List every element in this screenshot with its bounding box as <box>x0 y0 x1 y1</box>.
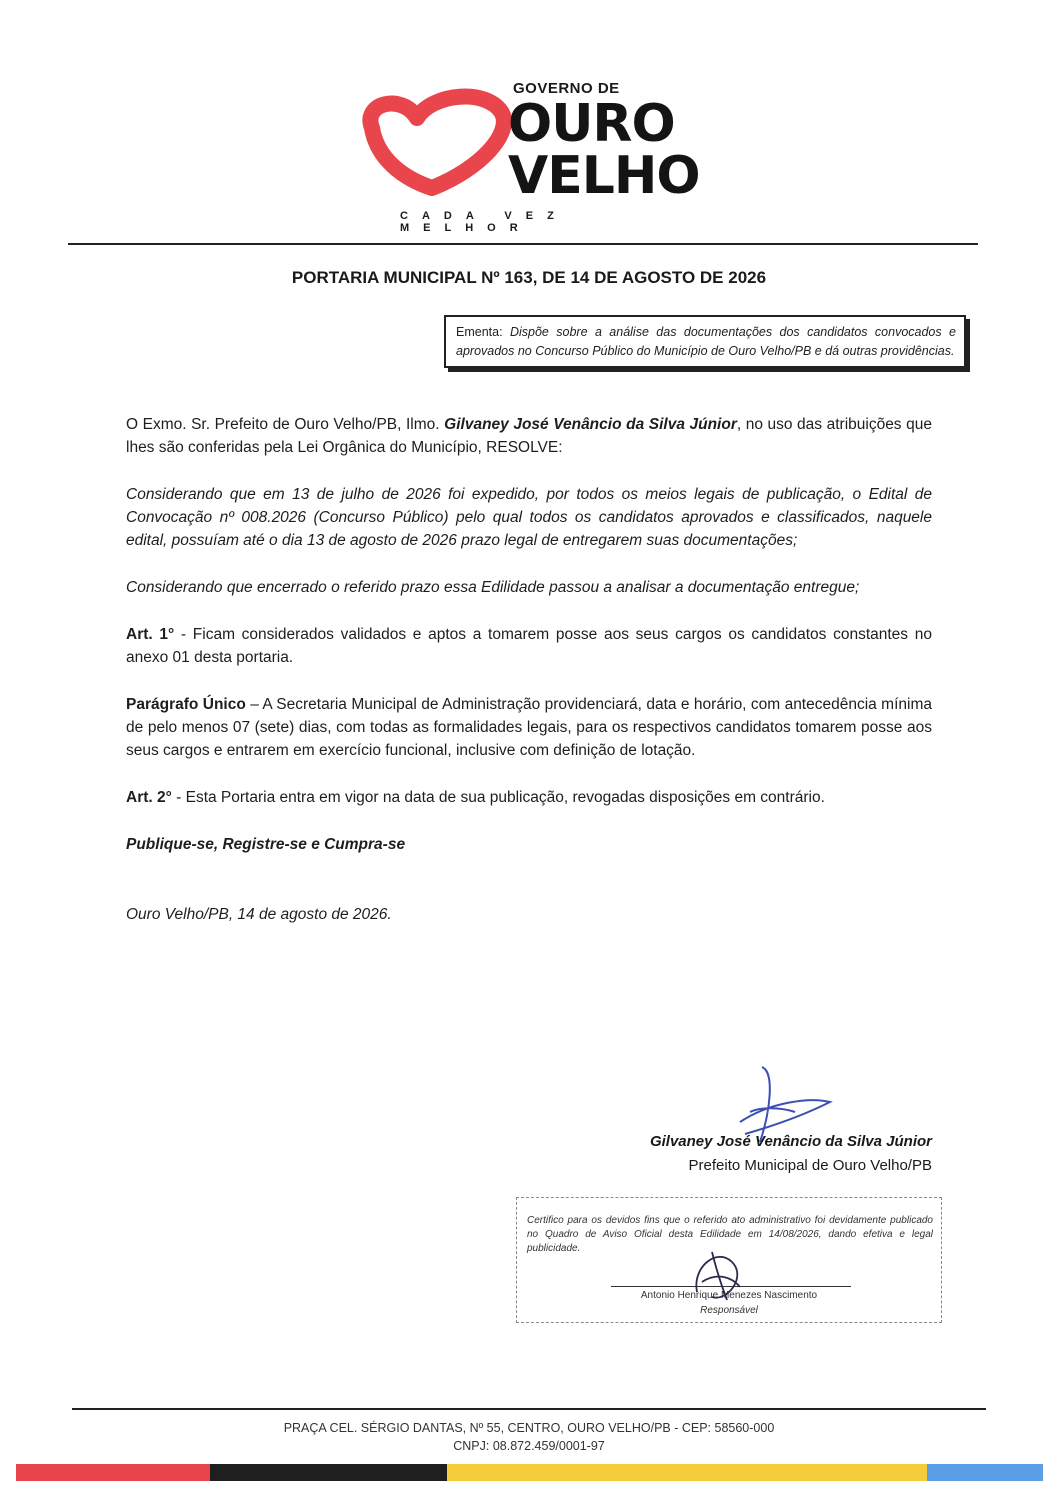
footer-address: PRAÇA CEL. SÉRGIO DANTAS, Nº 55, CENTRO, OURO VELHO/PB - CEP: 58560-000 <box>283 1421 775 1435</box>
heart-logo-icon <box>362 88 512 198</box>
footer-cnpj: CNPJ: 08.872.459/0001-97 <box>453 1439 605 1453</box>
article-2-label: Art. 2° <box>126 789 172 806</box>
intro-pre: O Exmo. Sr. Prefeito de Ouro Velho/PB, Ilmo. <box>126 416 440 433</box>
footer-stripe-yellow <box>447 1464 927 1481</box>
certificate-responsible-role: Responsável <box>700 1305 758 1316</box>
ementa-label: Ementa: <box>456 325 503 339</box>
responsible-signature-icon <box>682 1242 752 1312</box>
municipal-logo <box>362 70 702 235</box>
document-title: PORTARIA MUNICIPAL Nº 163, DE 14 DE AGOSTO DE 2026 <box>291 268 767 287</box>
mayor-role: Prefeito Municipal de Ouro Velho/PB <box>688 1157 932 1174</box>
article-2-text: - Esta Portaria entra em vigor na data de sua publicação, revogadas disposições em contrário. <box>171 789 825 806</box>
paragrafo-unico-label: Parágrafo Único <box>126 696 246 713</box>
header-divider <box>68 243 978 245</box>
intro-paragraph <box>126 413 932 459</box>
logo-top-line: GOVERNO DE <box>513 80 620 97</box>
logo-line-ouro: OURO <box>508 94 675 154</box>
publique-line: Publique-se, Registre-se e Cumpra-se <box>126 836 406 853</box>
paragrafo-unico-text: – A Secretaria Municipal de Administração providenciará, data e horário, com antecedência mínima de pelo menos 07 (sete) dias, com todas as formalidades legais, para os respectivos candidatos tomarem posse aos seus cargos e entrarem em exercício funcional, inclusive com definição de lotação. <box>126 696 932 759</box>
place-date: Ouro Velho/PB, 14 de agosto de 2026. <box>126 906 392 923</box>
footer-stripe-red <box>16 1464 210 1481</box>
document-body <box>126 413 932 950</box>
mayor-name: Gilvaney José Venâncio da Silva Júnior <box>649 1133 932 1150</box>
certificate-text: Certifico para os devidos fins que o referido ato administrativo foi devidamente publicado no Quadro de Aviso Oficial desta Edilidade em 14/08/2026, dando efetiva e legal publicidade. <box>527 1215 933 1254</box>
article-2 <box>126 786 932 809</box>
paragrafo-unico <box>126 693 932 762</box>
footer-divider <box>72 1408 986 1410</box>
article-1-label: Art. 1° <box>126 626 175 643</box>
article-1-text: - Ficam considerados validados e aptos a tomarem posse aos seus cargos os candidatos constantes no anexo 01 desta portaria. <box>126 626 932 666</box>
mayor-signature-block <box>540 1130 932 1178</box>
ementa-text: Dispõe sobre a análise das documentações dos candidatos convocados e aprovados no Concurso Público do Município de Ouro Velho/PB e dá outras providências. <box>456 325 956 358</box>
footer-stripe-black <box>210 1464 447 1481</box>
intro-mayor-name: Gilvaney José Venâncio da Silva Júnior <box>444 416 737 433</box>
footer-stripe-blue <box>927 1464 1043 1481</box>
logo-line-velho: VELHO <box>508 146 700 206</box>
ementa-box <box>444 315 966 368</box>
article-1 <box>126 623 932 669</box>
considerando-2: Considerando que encerrado o referido prazo essa Edilidade passou a analisar a documentação entregue; <box>126 579 860 596</box>
intro-post: , no uso das atribuições que lhes são conferidas pela Lei Orgânica do Município, RESOLVE: <box>126 416 932 456</box>
considerando-1: Considerando que em 13 de julho de 2026 foi expedido, por todos os meios legais de publicação, o Edital de Convocação nº 008.2026 (Concurso Público) pelo qual todos os candidatos aprovados e classificados, naquele edital, possuíam até o dia 13 de agosto de 2026 prazo legal de entregarem suas documentações; <box>126 486 932 549</box>
logo-slogan: CADA VEZ MELHOR <box>400 210 568 234</box>
certificate-responsible-name: Antonio Henrique Menezes Nascimento <box>640 1290 818 1301</box>
